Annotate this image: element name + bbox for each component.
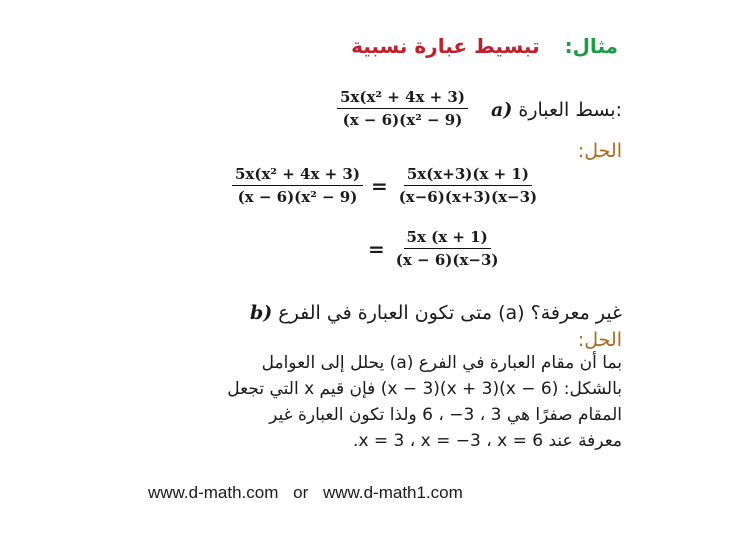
solution-b-line-1: بما أن مقام العبارة في الفرع (a) يحلل إلى العوامل: [261, 353, 622, 373]
footer-separator: or: [293, 483, 309, 502]
step1-left-fraction: [232, 165, 363, 206]
step1-right-denominator: (x−6)(x+3)(x−3): [398, 188, 538, 206]
example-title-row: [351, 34, 618, 58]
solution-b-line-4: معرفة عند x = 3 ، x = −3 ، x = 6.: [353, 431, 622, 451]
part-a-denominator: (x − 6)(x² − 9): [342, 111, 463, 129]
part-b-row: [250, 302, 622, 324]
part-b-letter: b): [249, 302, 273, 324]
solution-b-paragraph: [102, 350, 622, 454]
solution-a-label: الحل:: [577, 140, 622, 162]
part-a-letter: a): [491, 99, 513, 121]
example-title: تبسيط عبارة نسبية: [351, 34, 540, 58]
step1-right-numerator: 5x(x+3)(x + 1): [404, 165, 532, 186]
solution-a-step2: [368, 228, 502, 269]
part-a-prompt: بسط العبارة:: [518, 99, 622, 121]
step2-numerator: 5x (x + 1): [404, 228, 491, 249]
footer-link-2[interactable]: www.d-math1.com: [322, 483, 463, 502]
solution-b-line-2: بالشكل: (x − 6)(x + 3)(x − 3) فإن قيم x التي تجعل: [227, 379, 622, 399]
footer-links: [148, 483, 463, 503]
part-a-numerator: 5x(x² + 4x + 3): [337, 88, 468, 109]
step1-right-fraction: [396, 165, 540, 206]
step2-equals: =: [368, 236, 385, 261]
example-label: مثال:: [564, 34, 618, 58]
part-a-fraction: [337, 88, 468, 129]
step1-left-numerator: 5x(x² + 4x + 3): [232, 165, 363, 186]
footer-link-1[interactable]: www.d-math.com: [148, 483, 279, 502]
step1-equals: =: [370, 173, 388, 198]
solution-b-label: الحل:: [577, 329, 622, 351]
step2-fraction: [393, 228, 502, 269]
part-a-prompt-row: [491, 99, 622, 121]
part-b-question: متى تكون العبارة في الفرع (a) غير معرفة؟: [278, 302, 622, 324]
solution-a-step1: [232, 165, 540, 206]
solution-b-line-3: المقام صفرًا هي 3 ، 3− ، 6 ولذا تكون العبارة غير: [269, 405, 622, 425]
step1-left-denominator: (x − 6)(x² − 9): [237, 188, 358, 206]
step2-denominator: (x − 6)(x−3): [395, 251, 499, 269]
